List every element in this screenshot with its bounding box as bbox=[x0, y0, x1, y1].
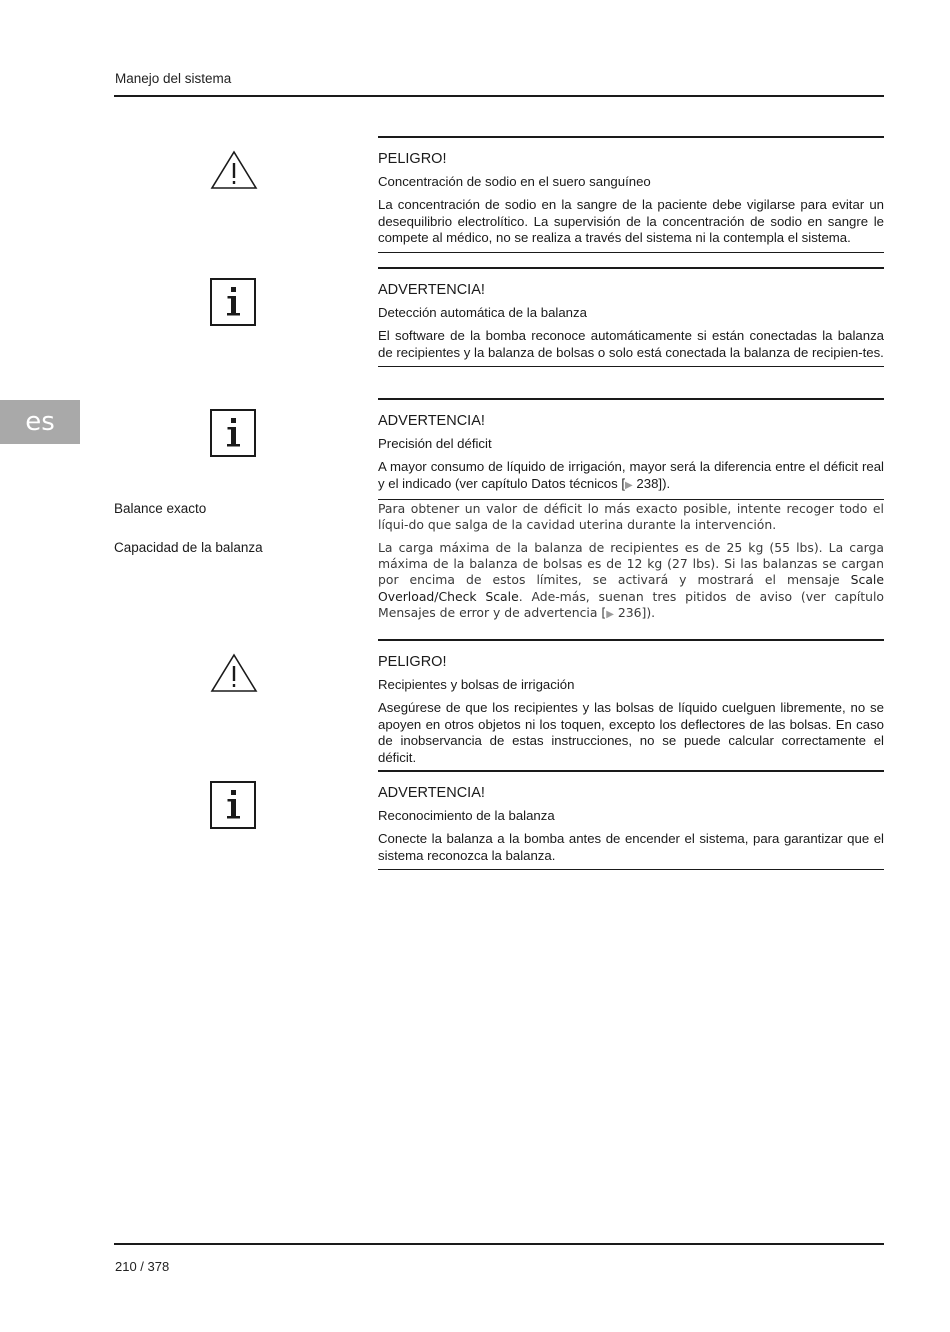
page-reference-link[interactable]: 238 bbox=[636, 475, 659, 491]
danger-notice-bags bbox=[378, 639, 884, 772]
notice-body bbox=[378, 459, 884, 494]
header-divider bbox=[114, 95, 884, 97]
paragraph-text: . Ade-más, suenan tres pitidos de aviso (ver capítulo Mensajes de error y de advertencia [ bbox=[378, 588, 884, 620]
warning-notice-deficit-precision bbox=[378, 398, 884, 500]
info-icon bbox=[210, 781, 256, 834]
running-header: Manejo del sistema bbox=[115, 71, 232, 86]
notice-title: PELIGRO! bbox=[378, 151, 447, 167]
paragraph-text-capacity bbox=[378, 540, 884, 623]
notice-title: PELIGRO! bbox=[378, 654, 447, 670]
warning-triangle-icon bbox=[210, 150, 258, 195]
paragraph-text-suffix: ]). bbox=[641, 604, 656, 620]
message-name: Scale Overload/Check Scale bbox=[378, 572, 884, 604]
notice-body-text: A mayor consumo de líquido de irrigación, mayor será la diferencia entre el déficit real y el indicado (ver capítulo Datos técnicos [ bbox=[378, 459, 884, 491]
info-icon bbox=[210, 278, 256, 331]
notice-subtitle: Recipientes y bolsas de irrigación bbox=[378, 677, 575, 692]
page-number: 210 / 378 bbox=[115, 1259, 170, 1274]
notice-body-suffix: ]). bbox=[658, 475, 671, 491]
notice-title: ADVERTENCIA! bbox=[378, 282, 485, 298]
warning-notice-scale-recognition bbox=[378, 770, 884, 870]
language-tab: es bbox=[0, 400, 80, 444]
notice-body: El software de la bomba reconoce automáticamente si están conectadas la balanza de recipientes y la balanza de bolsas o solo está conectada la balanza de recipien-tes. bbox=[378, 328, 884, 360]
warning-notice-auto-detection bbox=[378, 267, 884, 367]
notice-body: La concentración de sodio en la sangre de la paciente debe vigilarse para evitar un desequilibrio electrolítico. La supervisión de la concentración de sodio en sangre le compete al médico, no se realiza a través del sistema ni la contempla el sistema. bbox=[378, 197, 884, 245]
danger-notice-sodium bbox=[378, 136, 884, 253]
reference-arrow-icon: ▶ bbox=[606, 608, 614, 620]
notice-title: ADVERTENCIA! bbox=[378, 413, 485, 429]
notice-subtitle: Reconocimiento de la balanza bbox=[378, 808, 555, 823]
reference-arrow-icon: ▶ bbox=[625, 479, 633, 491]
paragraph-text-balance: Para obtener un valor de déficit lo más exacto posible, intente recoger todo el líqui-do que salga de la cavidad uterina durante la intervención. bbox=[378, 501, 884, 533]
paragraph-label-balance: Balance exacto bbox=[114, 501, 207, 516]
notice-body: Conecte la balanza a la bomba antes de encender el sistema, para garantizar que el sistema reconozca la balanza. bbox=[378, 831, 884, 863]
notice-subtitle: Detección automática de la balanza bbox=[378, 305, 587, 320]
notice-title: ADVERTENCIA! bbox=[378, 785, 485, 801]
info-icon bbox=[210, 409, 256, 462]
notice-subtitle: Precisión del déficit bbox=[378, 436, 492, 451]
page-reference-link[interactable]: 236 bbox=[617, 604, 642, 620]
notice-body: Asegúrese de que los recipientes y las bolsas de líquido cuelguen libremente, no se apoyen en otros objetos ni los toquen, excepto los deflectores de las bolsas. En caso de inobservancia de estas instrucciones, no se puede calcular correctamente el déficit. bbox=[378, 700, 884, 765]
notice-subtitle: Concentración de sodio en el suero sanguíneo bbox=[378, 174, 651, 189]
paragraph-label-capacity: Capacidad de la balanza bbox=[114, 540, 263, 555]
warning-triangle-icon bbox=[210, 653, 258, 698]
footer-divider bbox=[114, 1243, 884, 1245]
paragraph-text: La carga máxima de la balanza de recipientes es de 25 kg (55 lbs). La carga máxima de la balanza de bolsas es de 12 kg (27 lbs). Si las balanzas se cargan por encima de estos límites, se activará y mostrará el mensaje bbox=[378, 540, 884, 588]
